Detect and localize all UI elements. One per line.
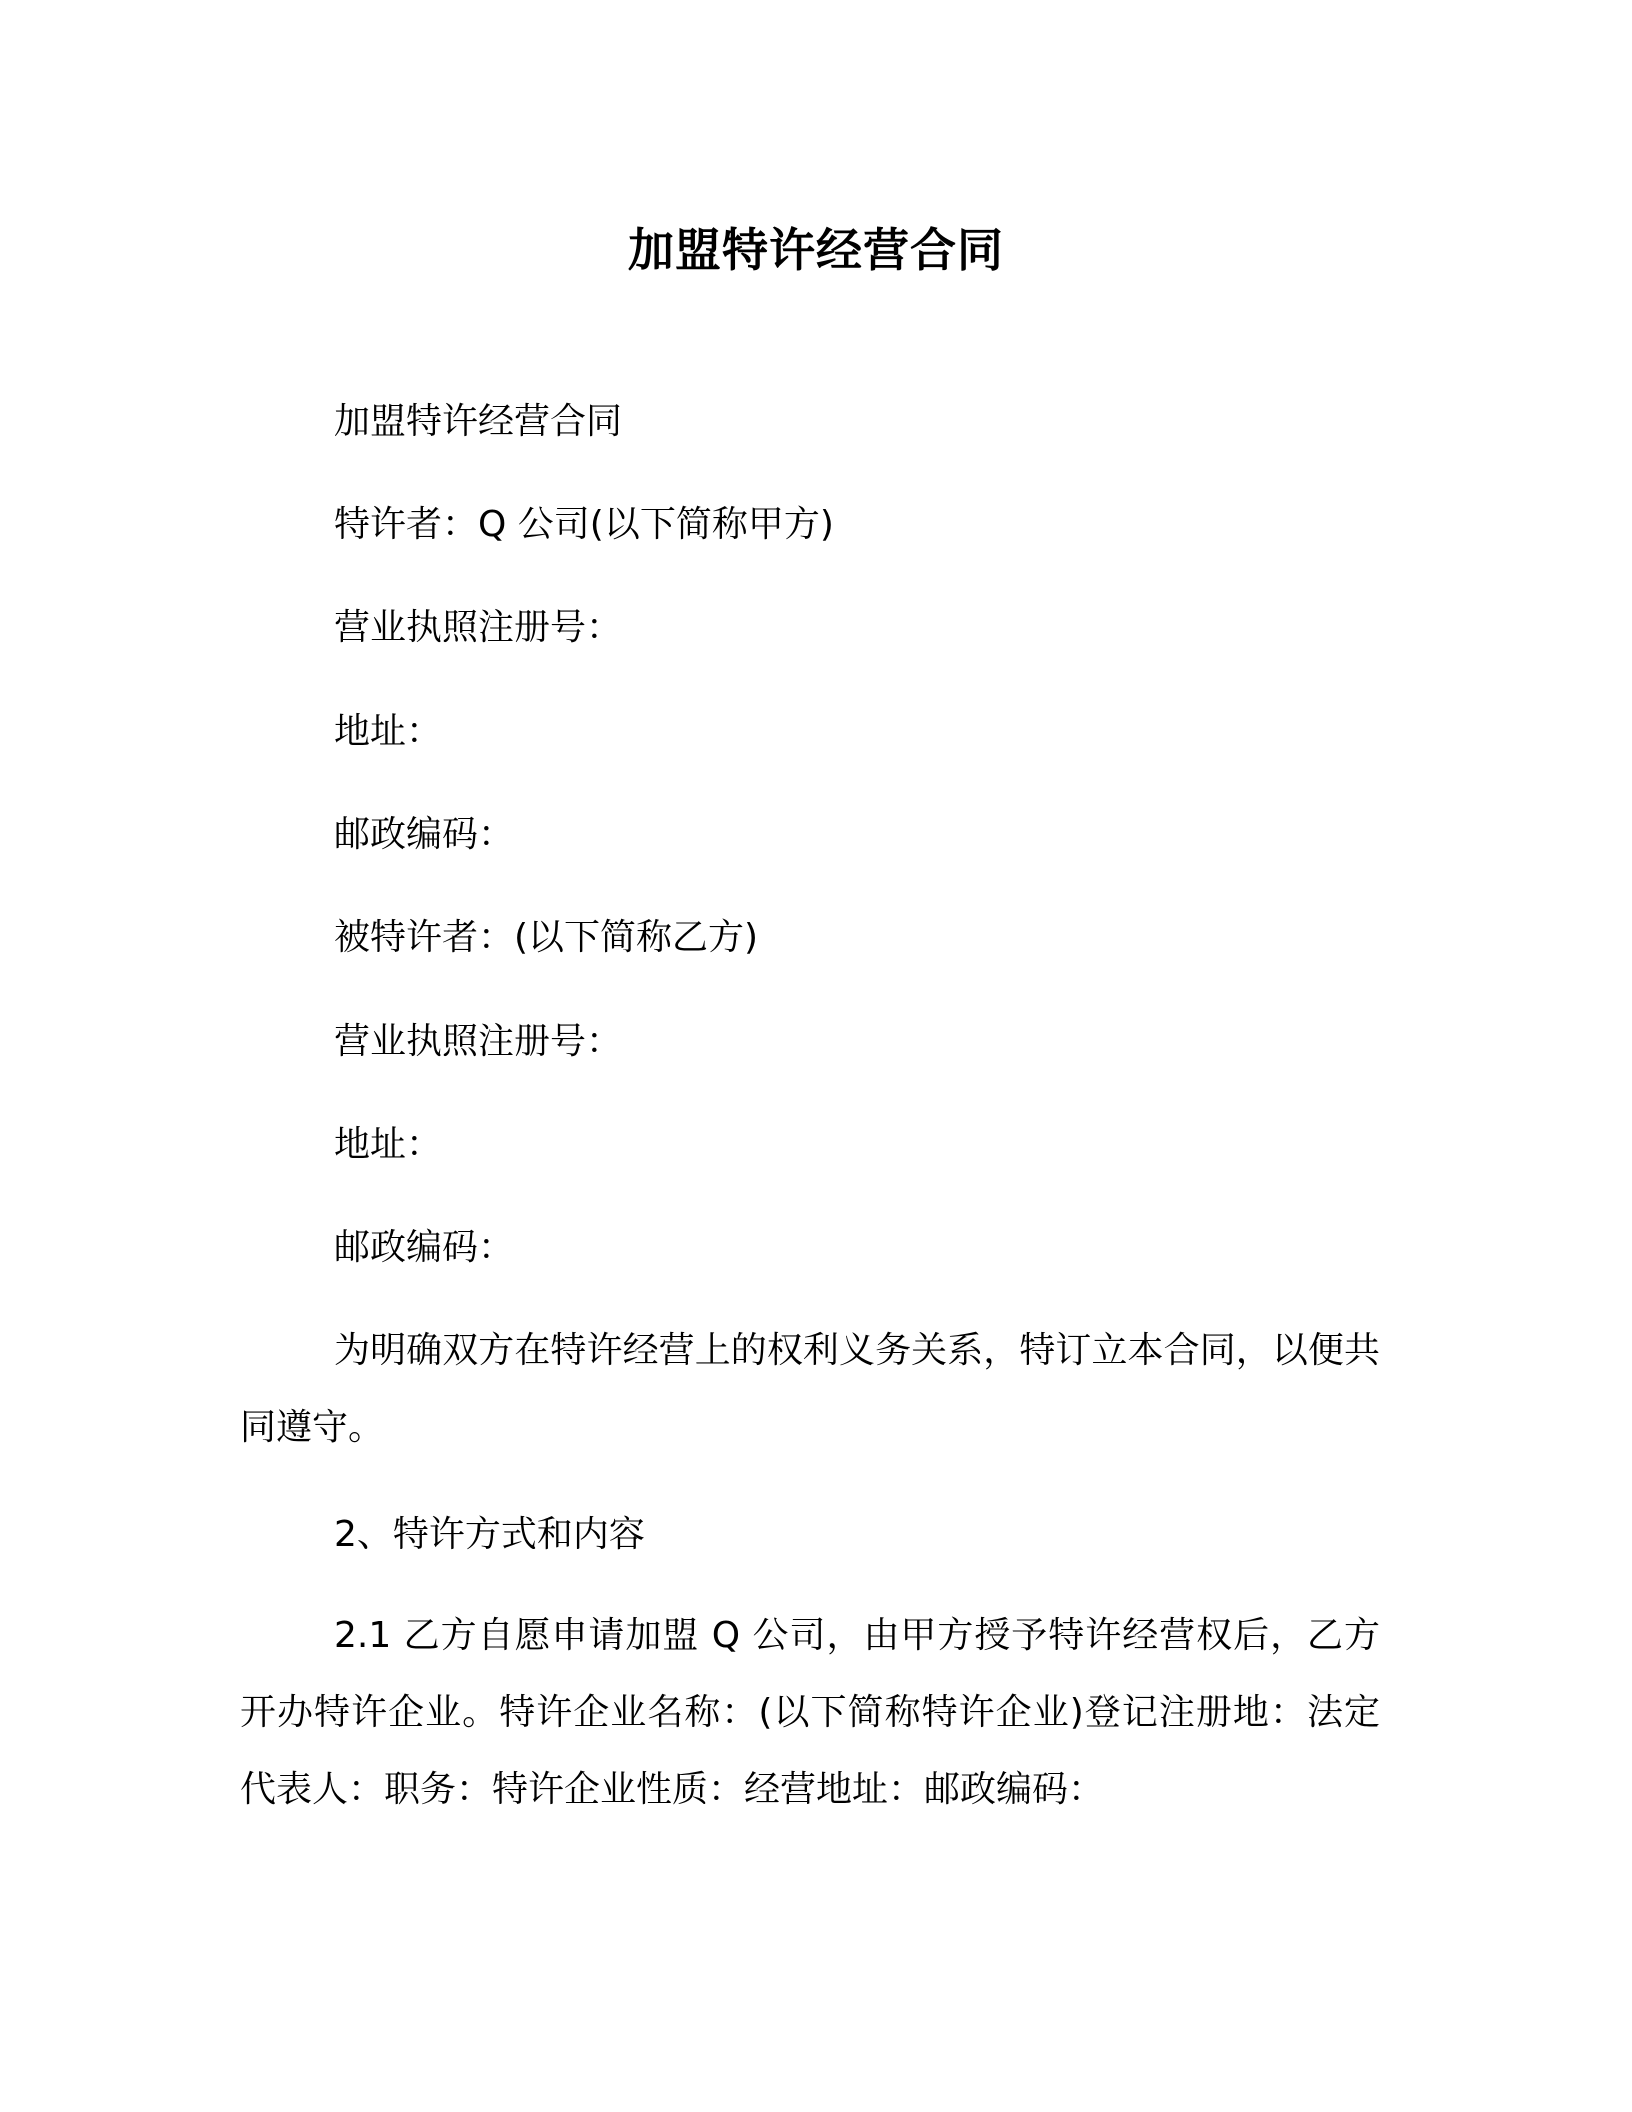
header-line-franchisee-postcode: 邮政编码： [334, 1227, 515, 1268]
header-line-contract-name: 加盟特许经营合同 [334, 401, 623, 442]
header-line-franchisee-license: 营业执照注册号： [334, 1021, 623, 1062]
purpose-paragraph: 为明确双方在特许经营上的权利义务关系，特订立本合同，以便共同遵守。 [240, 1330, 1380, 1448]
header-line-franchisor-address: 地址： [334, 711, 443, 752]
header-line-franchisee: 被特许者：(以下简称乙方) [334, 917, 759, 958]
header-line-franchisor-postcode: 邮政编码： [334, 814, 515, 855]
section-2-heading: 2、特许方式和内容 [334, 1514, 645, 1555]
header-line-franchisee-address: 地址： [334, 1124, 443, 1165]
header-line-franchisor: 特许者：Q 公司(以下简称甲方) [334, 504, 834, 545]
section-2-1-paragraph: 2.1 乙方自愿申请加盟 Q 公司，由甲方授予特许经营权后，乙方开办特许企业。特许企业名称：(以下简称特许企业)登记注册地：法定代表人：职务：特许企业性质：经营地址：邮政编码： [240, 1615, 1380, 1810]
header-line-franchisor-license: 营业执照注册号： [334, 607, 623, 648]
document-title: 加盟特许经营合同 [628, 223, 1004, 277]
